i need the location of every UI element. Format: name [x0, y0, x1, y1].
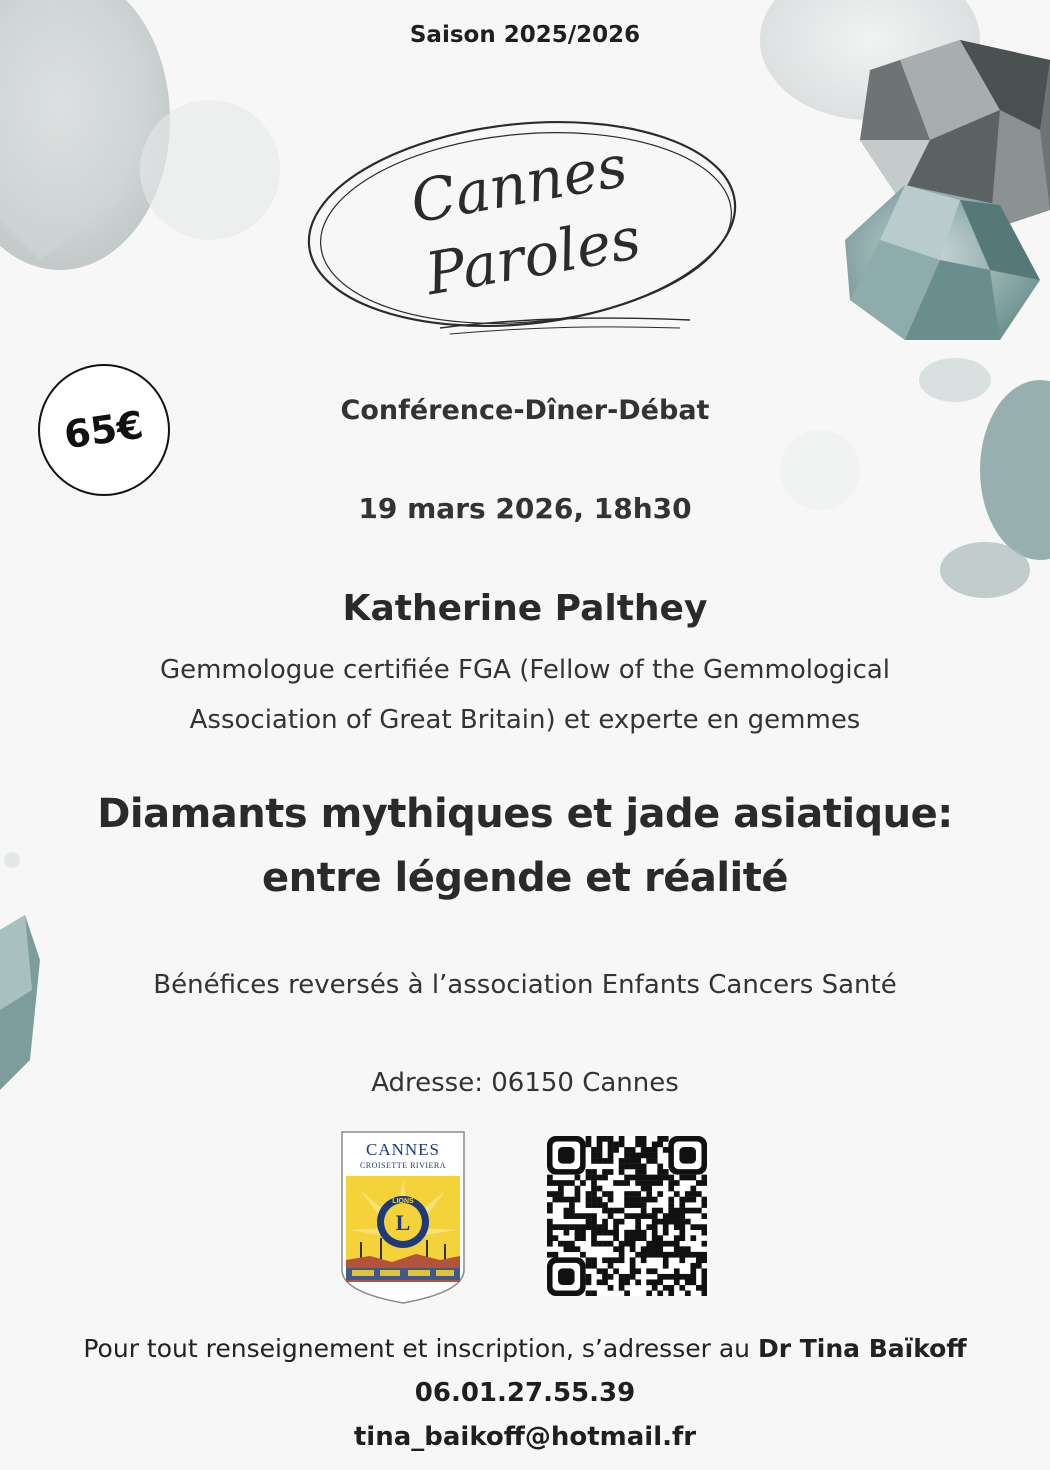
contact-prefix: Pour tout renseignement et inscription, s’adresser au	[83, 1334, 758, 1363]
talk-title-line-2: entre légende et réalité	[262, 855, 788, 901]
qr-finder-icon	[547, 1136, 586, 1175]
logo-line-1: Cannes	[405, 131, 633, 237]
qr-finder-icon	[668, 1136, 707, 1175]
crest-title: CANNES	[365, 1140, 440, 1159]
qr-code[interactable]	[547, 1136, 707, 1296]
event-type: Conférence-Dîner-Débat	[340, 395, 710, 426]
event-date: 19 mars 2026, 18h30	[358, 492, 692, 525]
event-address: Adresse: 06150 Cannes	[371, 1068, 679, 1098]
qr-finder-icon	[547, 1257, 586, 1296]
talk-title-line-1: Diamants mythiques et jade asiatique:	[97, 791, 953, 837]
speaker-credentials	[0, 645, 1050, 745]
benefits-note: Bénéfices reversés à l’association Enfants Cancers Santé	[153, 970, 897, 1000]
price-value: 65€	[61, 402, 147, 458]
contact-phone[interactable]: 06.01.27.55.39	[414, 1378, 636, 1408]
lions-club-crest	[340, 1130, 466, 1305]
crest-badge-text: LIONS	[392, 1198, 414, 1205]
price-badge	[38, 364, 170, 496]
speaker-name: Katherine Palthey	[342, 588, 708, 629]
contact-line	[0, 1334, 1050, 1363]
contact-email[interactable]: tina_baikoff@hotmail.fr	[353, 1422, 697, 1452]
cannes-paroles-logo	[300, 106, 750, 346]
crest-subtitle: CROISETTE RIVIERA	[359, 1161, 447, 1170]
credentials-line-1: Gemmologue certifiée FGA (Fellow of the Gemmological	[159, 655, 891, 685]
credentials-line-2: Association of Great Britain) et experte en gemmes	[189, 705, 861, 735]
contact-name: Dr Tina Baïkoff	[757, 1334, 967, 1363]
logo-line-2: Paroles	[420, 203, 646, 309]
crest-badge-letter: L	[395, 1210, 411, 1235]
talk-title	[0, 782, 1050, 910]
season-label: Saison 2025/2026	[409, 22, 641, 48]
